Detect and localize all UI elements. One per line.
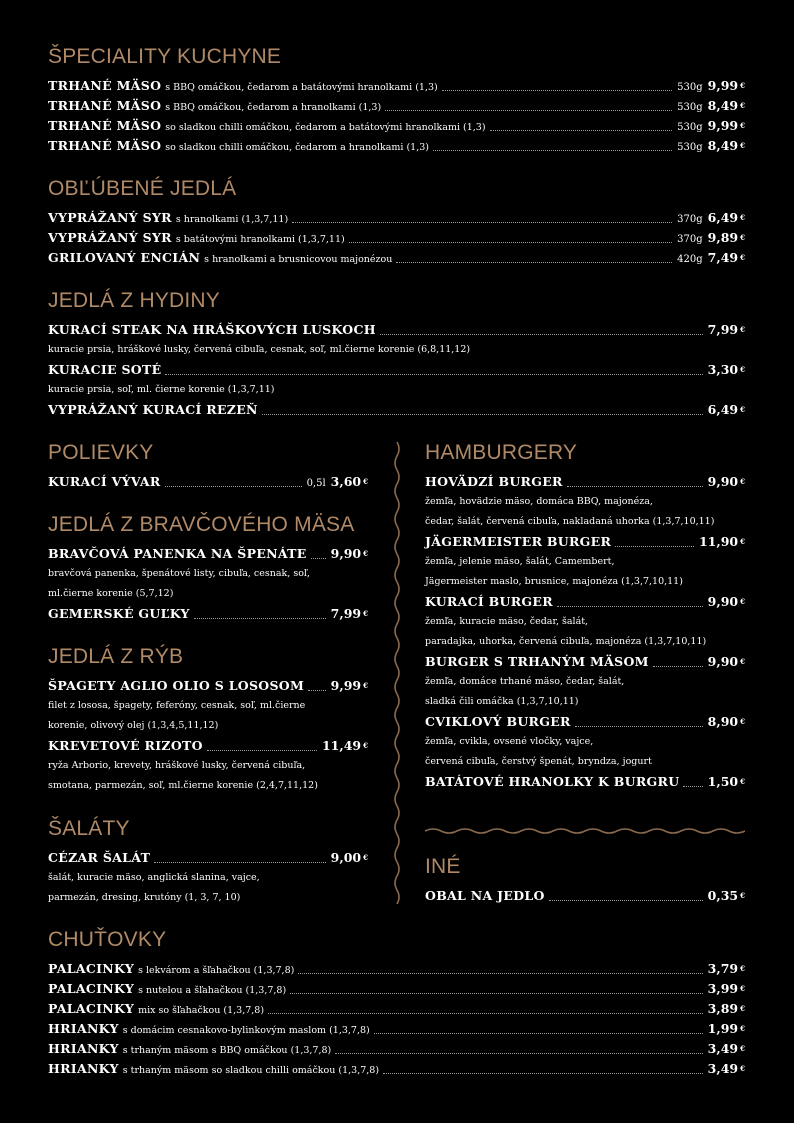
dot-leader (292, 222, 672, 223)
currency-symbol: € (363, 549, 368, 558)
item-description: s lekvárom a šľahačkou (1,3,7,8) (138, 965, 295, 976)
menu-item (48, 400, 745, 420)
item-name: PALACINKY (48, 981, 135, 996)
section-polievky (48, 439, 368, 492)
dot-leader (290, 993, 703, 994)
item-price (708, 360, 745, 380)
item-name: HRIANKY (48, 1021, 119, 1036)
item-price (708, 208, 745, 228)
item-weight: 530g (677, 142, 703, 153)
dot-leader (433, 150, 672, 151)
menu-item (48, 320, 745, 340)
currency-symbol: € (740, 365, 745, 374)
item-price (322, 736, 368, 756)
menu-item (48, 736, 368, 756)
menu-item (425, 532, 745, 552)
dot-leader (165, 486, 302, 487)
price-value: 3,89 (707, 1001, 739, 1016)
menu-item (425, 886, 745, 906)
menu-item (48, 676, 368, 696)
price-value: 8,49 (707, 98, 739, 113)
currency-symbol: € (740, 233, 745, 242)
dot-leader (615, 546, 694, 547)
currency-symbol: € (740, 777, 745, 786)
menu-item (48, 472, 368, 492)
dot-leader (442, 90, 672, 91)
price-value: 11,49 (321, 738, 362, 753)
item-name: TRHANÉ MÄSO (48, 118, 162, 133)
currency-symbol: € (363, 681, 368, 690)
item-price (331, 848, 368, 868)
section-title: JEDLÁ Z RÝB (48, 645, 184, 668)
item-description: s trhaným mäsom s BBQ omáčkou (1,3,7,8) (122, 1045, 332, 1056)
item-description: s BBQ omáčkou, čedarom a batátovými hranolkami (1,3) (165, 82, 438, 93)
item-price (708, 472, 745, 492)
item-name: GEMERSKÉ GUĽKY (48, 606, 190, 621)
item-name: VYPRÁŽANÝ KURACÍ REZEŇ (48, 402, 258, 417)
item-name: KURACIE SOTÉ (48, 362, 162, 377)
item-price (331, 676, 368, 696)
item-ingredients: žemľa, domáce trhané mäso, čedar, šalát, (425, 676, 625, 687)
currency-symbol: € (740, 121, 745, 130)
section-ine (425, 853, 745, 906)
section-salaty (48, 815, 368, 908)
section-hamburgery (425, 439, 745, 792)
item-ingredients: ryža Arborio, krevety, hráškové lusky, červená cibuľa, (48, 760, 306, 771)
item-description: s domácim cesnakovo-bylinkovým maslom (1,3,7,8) (122, 1025, 370, 1036)
price-value: 9,99 (707, 118, 739, 133)
item-price (708, 959, 745, 979)
dot-leader (207, 750, 317, 751)
currency-symbol: € (740, 1024, 745, 1033)
item-ingredients: Jägermeister maslo, brusnice, majonéza (1,3,7,10,11) (425, 576, 683, 587)
item-ingredients: smotana, parmezán, soľ, ml.čierne korenie (2,4,7,11,12) (48, 780, 318, 791)
currency-symbol: € (363, 477, 368, 486)
menu-item (48, 136, 745, 156)
item-description: mix so šľahačkou (1,3,7,8) (138, 1005, 265, 1016)
item-description: so sladkou chilli omáčkou, čedarom a batátovými hranolkami (1,3) (165, 122, 486, 133)
dot-leader (575, 726, 703, 727)
item-weight: 370g (677, 214, 703, 225)
item-name: KURACÍ STEAK NA HRÁŠKOVÝCH LUSKOCH (48, 322, 376, 337)
item-ingredients: žemľa, jelenie mäso, šalát, Camembert, (425, 556, 615, 567)
item-name: JÄGERMEISTER BURGER (425, 534, 612, 549)
currency-symbol: € (740, 253, 745, 262)
item-weight: 370g (677, 234, 703, 245)
item-description: s hranolkami a brusnicovou majonézou (204, 254, 393, 265)
item-name: BATÁTOVÉ HRANOLKY K BURGRU (425, 774, 680, 789)
item-price (708, 96, 745, 116)
item-name: HOVÄDZÍ BURGER (425, 474, 563, 489)
price-value: 1,99 (707, 1021, 739, 1036)
price-value: 7,99 (330, 606, 362, 621)
item-name: CVIKLOVÝ BURGER (425, 714, 571, 729)
item-ingredients: červená cibuľa, čerstvý špenát, bryndza, jogurt (425, 756, 652, 767)
menu-item (425, 772, 745, 792)
section-oblubene (48, 175, 745, 268)
dot-leader (396, 262, 672, 263)
price-value: 3,60 (330, 474, 362, 489)
dot-leader (490, 130, 673, 131)
item-ingredients: žemľa, cvikla, ovsené vločky, vajce, (425, 736, 594, 747)
price-value: 3,99 (707, 981, 739, 996)
currency-symbol: € (740, 964, 745, 973)
dot-leader (557, 606, 703, 607)
dot-leader (298, 973, 702, 974)
currency-symbol: € (740, 537, 745, 546)
item-name: TRHANÉ MÄSO (48, 78, 162, 93)
currency-symbol: € (740, 1004, 745, 1013)
item-ingredients: korenie, olivový olej (1,3,4,5,11,12) (48, 720, 219, 731)
price-value: 9,90 (707, 594, 739, 609)
item-price (708, 772, 745, 792)
menu-item (48, 208, 745, 228)
price-value: 6,49 (707, 210, 739, 225)
menu-item (48, 360, 745, 380)
menu-item (48, 544, 368, 564)
menu-item (48, 1019, 745, 1039)
currency-symbol: € (740, 984, 745, 993)
menu-item (48, 248, 745, 268)
price-value: 1,50 (707, 774, 739, 789)
item-price (331, 472, 368, 492)
dot-leader (567, 486, 703, 487)
section-ryby (48, 643, 368, 796)
item-name: OBAL NA JEDLO (425, 888, 545, 903)
price-value: 7,99 (707, 322, 739, 337)
section-title: ŠALÁTY (48, 817, 130, 840)
item-ingredients: sladká čili omáčka (1,3,7,10,11) (425, 696, 579, 707)
menu-item (425, 592, 745, 612)
item-description: so sladkou chilli omáčkou, čedarom a hranolkami (1,3) (165, 142, 429, 153)
item-price (708, 1059, 745, 1079)
item-name: HRIANKY (48, 1041, 119, 1056)
item-name: ŠPAGETY AGLIO OLIO S LOSOSOM (48, 678, 305, 693)
item-price (708, 248, 745, 268)
menu-item (48, 76, 745, 96)
currency-symbol: € (740, 477, 745, 486)
currency-symbol: € (740, 657, 745, 666)
currency-symbol: € (740, 81, 745, 90)
section-title: OBĽÚBENÉ JEDLÁ (48, 177, 237, 200)
section-title: INÉ (425, 855, 461, 878)
item-ingredients: čedar, šalát, červená cibuľa, nakladaná uhorka (1,3,7,10,11) (425, 516, 715, 527)
price-value: 9,99 (707, 78, 739, 93)
item-description: s nutelou a šľahačkou (1,3,7,8) (138, 985, 287, 996)
horizontal-wave-divider (425, 824, 745, 838)
menu-item (48, 959, 745, 979)
price-value: 3,49 (707, 1061, 739, 1076)
item-weight: 530g (677, 122, 703, 133)
dot-leader (268, 1013, 703, 1014)
price-value: 9,90 (707, 474, 739, 489)
vertical-wave-divider (390, 442, 404, 904)
item-price (708, 76, 745, 96)
menu-item (48, 228, 745, 248)
item-price (708, 886, 745, 906)
dot-leader (349, 242, 672, 243)
currency-symbol: € (740, 213, 745, 222)
price-value: 9,99 (330, 678, 362, 693)
item-weight: 0,5l (306, 478, 326, 489)
item-name: TRHANÉ MÄSO (48, 98, 162, 113)
currency-symbol: € (740, 325, 745, 334)
item-name: KURACÍ BURGER (425, 594, 553, 609)
item-price (708, 999, 745, 1019)
item-ingredients: kuracie prsia, hráškové lusky, červená cibuľa, cesnak, soľ, ml.čierne korenie (6,8,11,12) (48, 344, 471, 355)
price-value: 3,79 (707, 961, 739, 976)
item-ingredients: šalát, kuracie mäso, anglická slanina, vajce, (48, 872, 260, 883)
dot-leader (374, 1033, 703, 1034)
item-price (708, 400, 745, 420)
dot-leader (380, 334, 703, 335)
menu-item (48, 1039, 745, 1059)
item-description: s batátovými hranolkami (1,3,7,11) (175, 234, 345, 245)
item-price (708, 228, 745, 248)
dot-leader (683, 786, 702, 787)
currency-symbol: € (740, 101, 745, 110)
section-chutovky (48, 926, 745, 1079)
item-name: BRAVČOVÁ PANENKA NA ŠPENÁTE (48, 546, 307, 561)
section-bravcove (48, 511, 368, 624)
section-title: CHUŤOVKY (48, 928, 167, 951)
item-price (331, 544, 368, 564)
price-value: 0,35 (707, 888, 739, 903)
currency-symbol: € (740, 717, 745, 726)
dot-leader (549, 900, 703, 901)
section-title: POLIEVKY (48, 441, 154, 464)
item-price (708, 136, 745, 156)
menu-item (425, 652, 745, 672)
currency-symbol: € (740, 1064, 745, 1073)
item-weight: 530g (677, 82, 703, 93)
menu-item (425, 472, 745, 492)
menu-item (48, 116, 745, 136)
item-ingredients: filet z lososa, špagety, feferóny, cesnak, soľ, ml.čierne (48, 700, 306, 711)
item-ingredients: ml.čierne korenie (5,7,12) (48, 588, 174, 599)
section-hydina (48, 287, 745, 420)
item-name: PALACINKY (48, 961, 135, 976)
currency-symbol: € (740, 891, 745, 900)
item-name: PALACINKY (48, 1001, 135, 1016)
menu-item (48, 979, 745, 999)
price-value: 3,30 (707, 362, 739, 377)
section-title: JEDLÁ Z BRAVČOVÉHO MÄSA (48, 513, 355, 536)
item-name: HRIANKY (48, 1061, 119, 1076)
item-price (708, 652, 745, 672)
item-price (708, 116, 745, 136)
item-name: GRILOVANÝ ENCIÁN (48, 250, 201, 265)
item-price (708, 1039, 745, 1059)
currency-symbol: € (363, 609, 368, 618)
item-price (708, 1019, 745, 1039)
menu-item (48, 999, 745, 1019)
item-description: s hranolkami (1,3,7,11) (175, 214, 289, 225)
price-value: 8,90 (707, 714, 739, 729)
price-value: 11,90 (698, 534, 739, 549)
item-weight: 530g (677, 102, 703, 113)
currency-symbol: € (740, 141, 745, 150)
currency-symbol: € (740, 405, 745, 414)
item-name: KURACÍ VÝVAR (48, 474, 161, 489)
price-value: 8,49 (707, 138, 739, 153)
section-title: ŠPECIALITY KUCHYNE (48, 45, 282, 68)
section-title: HAMBURGERY (425, 441, 578, 464)
item-name: VYPRÁŽANÝ SYR (48, 230, 172, 245)
item-price (708, 979, 745, 999)
item-name: VYPRÁŽANÝ SYR (48, 210, 172, 225)
item-ingredients: žemľa, kuracie mäso, čedar, šalát, (425, 616, 589, 627)
item-description: s BBQ omáčkou, čedarom a hranolkami (1,3) (165, 102, 382, 113)
section-title: JEDLÁ Z HYDINY (48, 289, 220, 312)
dot-leader (262, 414, 703, 415)
item-price (708, 592, 745, 612)
price-value: 9,90 (330, 546, 362, 561)
item-price (331, 604, 368, 624)
item-price (708, 320, 745, 340)
price-value: 9,90 (707, 654, 739, 669)
menu-item (48, 848, 368, 868)
price-value: 3,49 (707, 1041, 739, 1056)
currency-symbol: € (740, 597, 745, 606)
price-value: 9,89 (707, 230, 739, 245)
menu-item (48, 1059, 745, 1079)
currency-symbol: € (363, 741, 368, 750)
dot-leader (335, 1053, 702, 1054)
currency-symbol: € (740, 1044, 745, 1053)
price-value: 7,49 (707, 250, 739, 265)
item-price (708, 712, 745, 732)
dot-leader (154, 862, 326, 863)
dot-leader (383, 1073, 703, 1074)
dot-leader (385, 110, 672, 111)
dot-leader (653, 666, 703, 667)
menu-item (48, 96, 745, 116)
item-ingredients: parmezán, dresing, krutóny (1, 3, 7, 10) (48, 892, 241, 903)
price-value: 9,00 (330, 850, 362, 865)
item-name: KREVETOVÉ RIZOTO (48, 738, 203, 753)
dot-leader (311, 558, 326, 559)
item-name: BURGER S TRHANÝM MÄSOM (425, 654, 649, 669)
section-speciality (48, 43, 745, 156)
item-ingredients: paradajka, uhorka, červená cibuľa, majonéza (1,3,7,10,11) (425, 636, 707, 647)
dot-leader (194, 618, 326, 619)
item-ingredients: žemľa, hovädzie mäso, domáca BBQ, majonéza, (425, 496, 653, 507)
item-ingredients: bravčová panenka, špenátové listy, cibuľa, cesnak, soľ, (48, 568, 310, 579)
item-description: s trhaným mäsom so sladkou chilli omáčkou (1,3,7,8) (122, 1065, 380, 1076)
dot-leader (308, 690, 326, 691)
menu-item (425, 712, 745, 732)
item-price (699, 532, 745, 552)
currency-symbol: € (363, 853, 368, 862)
item-weight: 420g (677, 254, 703, 265)
item-name: CÉZAR ŠALÁT (48, 850, 151, 865)
dot-leader (165, 374, 702, 375)
item-ingredients: kuracie prsia, soľ, ml. čierne korenie (1,3,7,11) (48, 384, 275, 395)
price-value: 6,49 (707, 402, 739, 417)
menu-item (48, 604, 368, 624)
item-name: TRHANÉ MÄSO (48, 138, 162, 153)
